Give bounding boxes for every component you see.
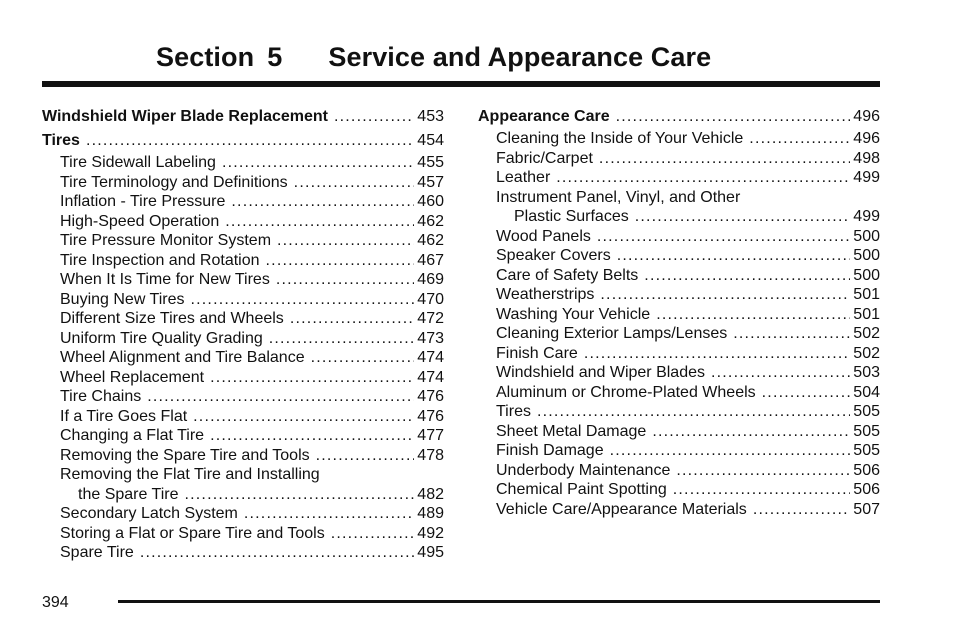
toc-entry [42,329,444,349]
toc-leader-dots [652,422,850,442]
toc-entry [478,500,880,520]
header-rule [42,81,880,87]
toc-entry-page: 504 [853,383,880,401]
toc-entry [478,480,880,500]
toc-entry-page: 499 [853,208,880,225]
toc-entry [478,383,880,403]
toc-entry [478,129,880,149]
toc-leader-dots [656,305,850,325]
toc-entry [42,192,444,212]
toc-leader-dots [140,543,414,563]
toc-entry-page: 482 [417,485,444,503]
toc-entry-label: Changing a Flat Tire [60,427,205,444]
toc-entry-label: Appearance Care [478,108,610,125]
toc-entry-page: 507 [853,500,880,518]
toc-leader-dots [231,192,414,212]
toc-entry-label: High-Speed Operation [60,212,220,230]
toc-leader-dots [673,480,851,500]
toc-entry-page: 453 [417,108,444,125]
toc-entry-page: 502 [853,325,880,342]
toc-leader-dots [290,309,414,329]
toc-entry [42,270,444,290]
toc-entry-label: Tire Sidewall Labeling [60,154,216,171]
toc-leader-dots [762,383,851,403]
toc-entry-page: 503 [853,364,880,381]
toc-entry-label: Vehicle Care/Appearance Materials [496,500,747,518]
toc-leader-dots [193,407,414,427]
toc-entry-page: 495 [417,544,444,561]
toc-leader-dots [749,129,850,149]
toc-leader-dots [597,227,850,247]
toc-right-column [478,105,880,519]
toc-entry-page: 460 [417,193,444,210]
page-number: 394 [42,594,69,611]
toc-entry-label: Sheet Metal Damage [496,422,647,440]
toc-entry [478,285,880,305]
toc-entry-label: Instrument Panel, Vinyl, and Other [496,188,741,206]
toc-leader-dots [676,461,850,481]
toc-entry-page: 478 [417,446,444,464]
toc-leader-dots [584,344,850,364]
toc-leader-dots [191,290,415,310]
toc-entry-label: Speaker Covers [496,247,611,264]
toc-entry-page: 506 [853,481,880,498]
toc-leader-dots [147,387,414,407]
toc-entry [42,407,444,427]
toc-entry [42,368,444,388]
toc-leader-dots [733,324,850,344]
toc-entry [42,212,444,232]
toc-entry [478,149,880,169]
toc-leader-dots [644,266,850,286]
toc-entry-label: Chemical Paint Spotting [496,481,667,498]
toc-entry [42,129,444,153]
toc-leader-dots [269,329,415,349]
toc-entry-page: 474 [417,349,444,366]
toc-entry-page: 477 [417,427,444,444]
toc-entry-page: 501 [853,286,880,303]
toc-entry-page: 505 [853,403,880,420]
toc-leader-dots [294,173,415,193]
toc-leader-dots [185,485,415,505]
toc-entry-page: 472 [417,310,444,327]
toc-leader-dots [753,500,850,520]
section-number: 5 [267,42,283,72]
toc-entry-label: Tires [496,403,531,420]
toc-entry-page: 505 [853,442,880,459]
toc-leader-dots [334,105,414,129]
toc-entry-label: Fabric/Carpet [496,149,593,167]
toc-left-column [42,105,444,563]
toc-entry-page: 496 [853,108,880,125]
toc-entry-page: 500 [853,227,880,245]
toc-entry [42,387,444,407]
toc-entry-label: Finish Damage [496,442,604,459]
toc-leader-dots [210,368,414,388]
toc-leader-dots [617,246,851,266]
toc-entry [478,105,880,129]
toc-entry-label: If a Tire Goes Flat [60,407,188,425]
toc-entry-page: 501 [853,305,880,323]
toc-entry [42,446,444,466]
toc-entry-page: 473 [417,329,444,347]
toc-entry [478,207,880,227]
toc-entry-label: Secondary Latch System [60,505,238,522]
toc-entry-label: Finish Care [496,344,578,362]
toc-entry [42,153,444,173]
toc-entry-page: 489 [417,505,444,522]
toc-entry [478,227,880,247]
toc-entry-page: 467 [417,251,444,269]
toc-leader-dots [711,363,850,383]
toc-entry-label: Washing Your Vehicle [496,305,651,323]
toc-entry-page: 469 [417,271,444,288]
toc-entry-label: Removing the Flat Tire and Installing [60,466,320,483]
toc-entry-page: 462 [417,232,444,249]
toc-entry-label: Windshield Wiper Blade Replacement [42,108,328,125]
toc-entry-label: Inflation - Tire Pressure [60,193,226,210]
toc-entry-page: 505 [853,422,880,440]
toc-entry-page: 476 [417,407,444,425]
toc-entry-label: Different Size Tires and Wheels [60,310,284,327]
toc-entry-page: 474 [417,368,444,386]
toc-entry-label: Tire Terminology and Definitions [60,173,288,191]
toc-entry-label: Tire Pressure Monitor System [60,232,272,249]
section-title: Service and Appearance Care [328,42,712,72]
toc-entry-page: 492 [417,524,444,542]
toc-leader-dots [316,446,415,466]
toc-entry [42,173,444,193]
toc-entry-page: 455 [417,154,444,171]
toc-leader-dots [86,129,414,153]
toc-entry-label: the Spare Tire [78,485,179,503]
toc-entry [42,485,444,505]
toc-entry-page: 470 [417,290,444,308]
toc-entry-label: Cleaning the Inside of Your Vehicle [496,130,744,147]
toc-leader-dots [225,212,414,232]
page-title [156,42,711,73]
toc-entry [42,251,444,271]
toc-entry [478,402,880,422]
toc-leader-dots [210,426,414,446]
toc-entry [42,426,444,446]
toc-entry-page: 457 [417,173,444,191]
toc-leader-dots [537,402,850,422]
toc-entry-page: 454 [417,132,444,149]
toc-entry [478,422,880,442]
toc-entry-page: 476 [417,388,444,405]
toc-entry [42,309,444,329]
toc-entry [42,465,444,485]
toc-entry-page: 496 [853,130,880,147]
toc-entry [478,363,880,383]
toc-leader-dots [616,105,851,129]
toc-leader-dots [599,149,850,169]
toc-leader-dots [311,348,415,368]
toc-leader-dots [277,231,414,251]
toc-entry [42,105,444,129]
toc-entry [478,246,880,266]
toc-entry-label: Tire Chains [60,388,142,405]
toc-entry-page: 500 [853,266,880,284]
toc-leader-dots [244,504,414,524]
toc-leader-dots [600,285,850,305]
toc-entry [478,305,880,325]
toc-leader-dots [266,251,415,271]
toc-leader-dots [610,441,851,461]
toc-entry-page: 502 [853,344,880,362]
toc-entry-label: Tire Inspection and Rotation [60,251,260,269]
toc-leader-dots [276,270,414,290]
toc-entry-label: Plastic Surfaces [514,208,629,225]
toc-entry [478,344,880,364]
toc-entry-page: 498 [853,149,880,167]
toc-entry-label: Weatherstrips [496,286,595,303]
toc-entry [42,290,444,310]
toc-entry-label: Wheel Alignment and Tire Balance [60,349,305,366]
toc-entry-page: 499 [853,169,880,186]
toc-entry-label: Removing the Spare Tire and Tools [60,446,310,464]
toc-entry-label: Spare Tire [60,544,134,561]
toc-entry-label: Care of Safety Belts [496,266,639,284]
toc-entry-page: 500 [853,247,880,264]
toc-leader-dots [556,168,850,188]
toc-entry-page: 506 [853,461,880,479]
toc-entry [42,543,444,563]
toc-leader-dots [331,524,415,544]
toc-entry-label: Storing a Flat or Spare Tire and Tools [60,524,325,542]
toc-entry-label: Buying New Tires [60,290,185,308]
section-label: Section [156,42,255,72]
toc-entry [478,168,880,188]
toc-entry-label: Wood Panels [496,227,591,245]
toc-entry-label: When It Is Time for New Tires [60,271,270,288]
toc-leader-dots [222,153,414,173]
toc-entry [478,461,880,481]
toc-entry [478,188,880,208]
toc-entry [42,524,444,544]
footer-rule [118,600,880,603]
toc-entry [478,324,880,344]
toc-entry-label: Tires [42,132,80,149]
toc-entry-label: Wheel Replacement [60,368,205,386]
toc-entry-label: Leather [496,169,551,186]
toc-entry-label: Uniform Tire Quality Grading [60,329,263,347]
toc-entry [42,504,444,524]
toc-entry-label: Windshield and Wiper Blades [496,364,705,381]
toc-entry-page: 462 [417,212,444,230]
toc-entry-label: Aluminum or Chrome-Plated Wheels [496,383,756,401]
toc-entry-label: Underbody Maintenance [496,461,671,479]
toc-entry [42,231,444,251]
toc-entry [478,266,880,286]
toc-entry-label: Cleaning Exterior Lamps/Lenses [496,325,728,342]
toc-entry [42,348,444,368]
toc-leader-dots [635,207,851,227]
toc-entry [478,441,880,461]
